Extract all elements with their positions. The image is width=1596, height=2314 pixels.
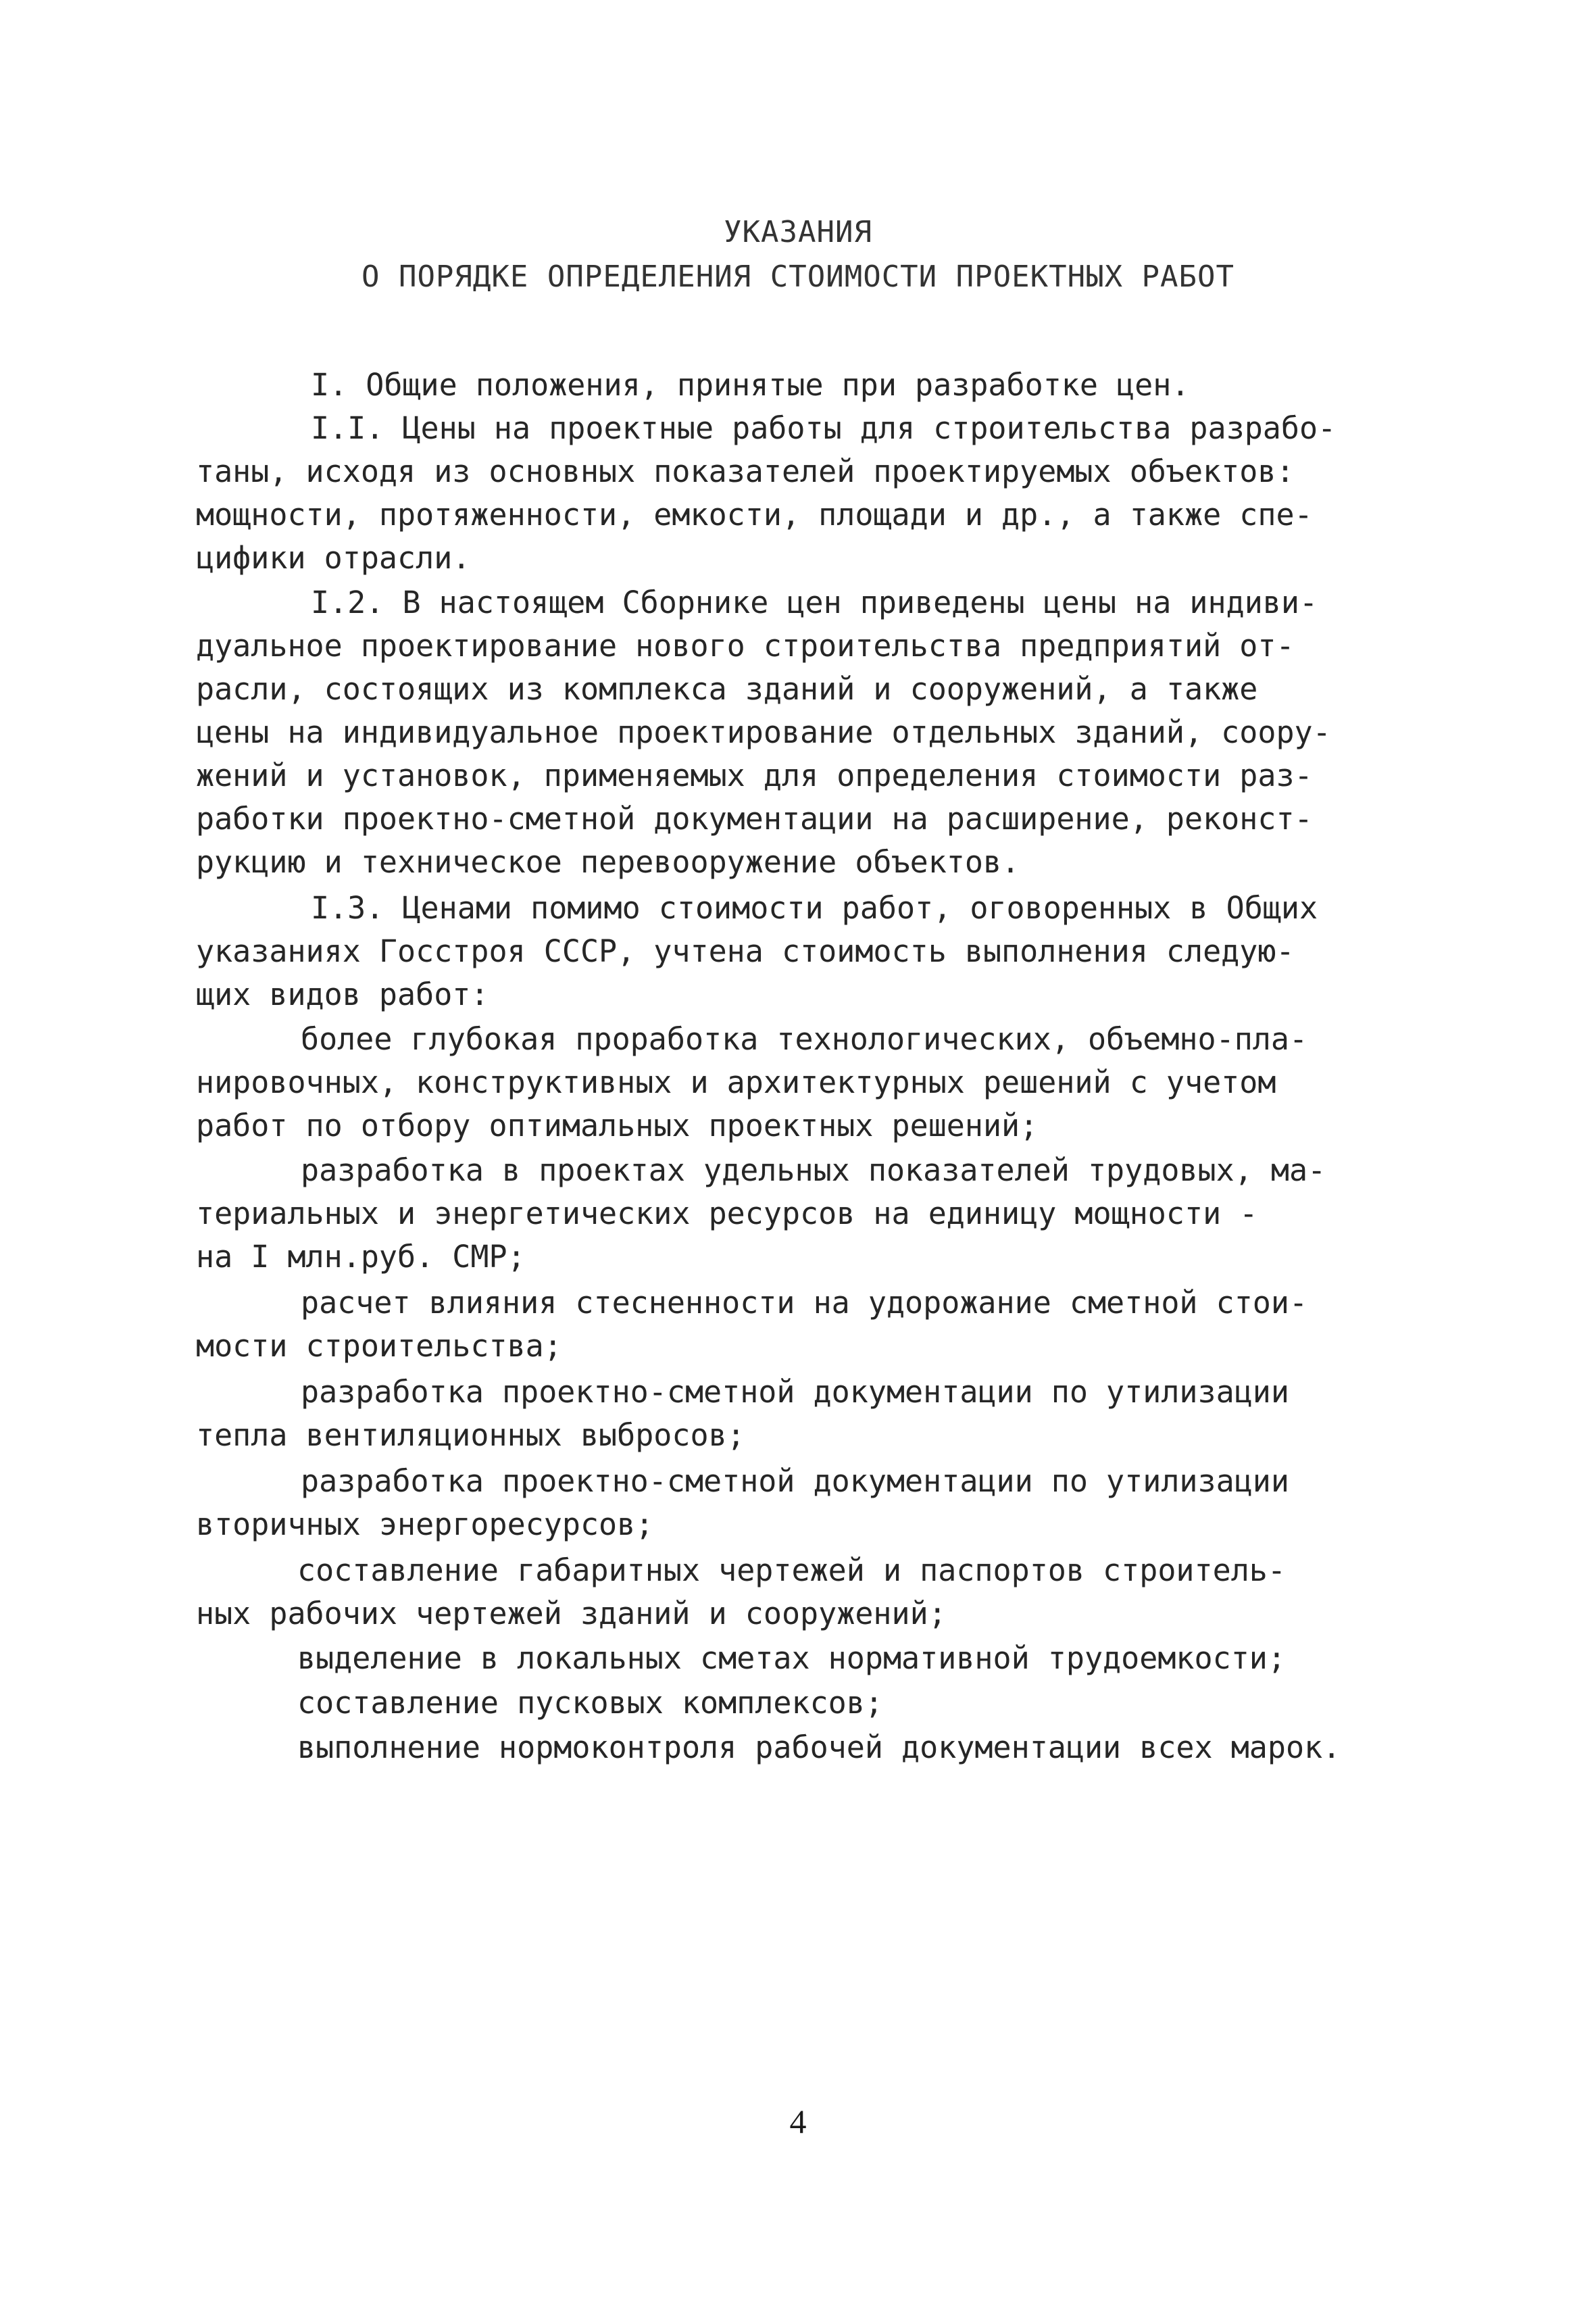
paragraph-line: I.I. Цены на проектные работы для строительства разрабо- [311, 410, 1337, 446]
list-item-line: вторичных энергоресурсов; [196, 1506, 654, 1542]
paragraph-line: I.2. В настоящем Сборнике цен приведены цены на индиви- [311, 585, 1318, 620]
list-item-line: териальных и энергетических ресурсов на единицу мощности - [196, 1196, 1258, 1231]
paragraph-line: расли, состоящих из комплекса зданий и сооружений, а также [196, 671, 1258, 707]
section-1-heading: I. Общие положения, принятые при разработке цен. [311, 367, 1190, 403]
paragraph-line: таны, исходя из основных показателей проектируемых объектов: [196, 453, 1295, 489]
document-heading-title: УКАЗАНИЯ [724, 215, 872, 249]
list-item-line: на I млн.руб. СМР; [196, 1239, 526, 1275]
page-number: 4 [789, 2102, 807, 2140]
document-heading-subtitle: О ПОРЯДКЕ ОПРЕДЕЛЕНИЯ СТОИМОСТИ ПРОЕКТНЫХ РАБОТ [361, 260, 1235, 294]
paragraph-line: цены на индивидуальное проектирование отдельных зданий, соору- [196, 714, 1331, 750]
list-item-line: разработка в проектах удельных показателей трудовых, ма- [301, 1152, 1326, 1188]
list-item-line: ных рабочих чертежей зданий и сооружений; [196, 1596, 947, 1631]
list-item-line: составление габаритных чертежей и паспортов строитель- [297, 1552, 1286, 1588]
list-item-line: выделение в локальных сметах нормативной трудоемкости; [297, 1640, 1286, 1676]
list-item-line: расчет влияния стесненности на удорожание сметной стои- [301, 1285, 1308, 1321]
paragraph-line: щих видов работ: [196, 977, 489, 1012]
list-item-line: более глубокая проработка технологических, объемно-пла- [301, 1021, 1308, 1057]
paragraph-line: мощности, протяженности, емкости, площади и др., а также спе- [196, 497, 1313, 533]
paragraph-line: I.3. Ценами помимо стоимости работ, оговоренных в Общих [311, 890, 1318, 926]
list-item-line: тепла вентиляционных выбросов; [196, 1417, 745, 1453]
list-item-line: выполнение нормоконтроля рабочей документации всех марок. [297, 1729, 1341, 1765]
list-item-line: работ по отбору оптимальных проектных решений; [196, 1108, 1039, 1143]
list-item-line: разработка проектно-сметной документации по утилизации [301, 1463, 1289, 1499]
paragraph-line: дуальное проектирование нового строительства предприятий от- [196, 628, 1295, 664]
list-item-line: нировочных, конструктивных и архитектурных решений с учетом [196, 1064, 1276, 1100]
list-item-line: разработка проектно-сметной документации по утилизации [301, 1374, 1289, 1410]
paragraph-line: рукцию и техническое перевооружение объектов. [196, 844, 1020, 880]
paragraph-line: цифики отрасли. [196, 540, 471, 576]
paragraph-line: жений и установок, применяемых для определения стоимости раз- [196, 758, 1313, 793]
paragraph-line: работки проектно-сметной документации на расширение, реконст- [196, 801, 1313, 837]
list-item-line: мости строительства; [196, 1328, 562, 1364]
paragraph-line: указаниях Госстроя СССР, учтена стоимость выполнения следую- [196, 933, 1295, 969]
list-item-line: составление пусковых комплексов; [297, 1685, 883, 1721]
